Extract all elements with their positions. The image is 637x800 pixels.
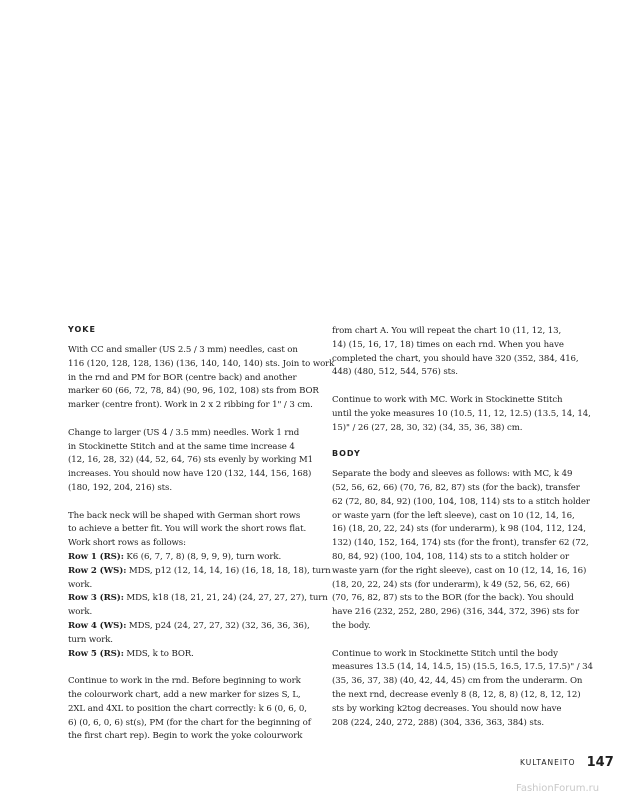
- text-line: 15)" / 26 (27, 28, 30, 32) (34, 35, 36, 38) cm.: [332, 422, 523, 433]
- text-line: completed the chart, you should have 320 (352, 384, 416,: [332, 353, 579, 364]
- short-row-line: [68, 648, 318, 662]
- text-line: 80, 84, 92) (100, 104, 108, 114) sts to a stitch holder or: [332, 551, 569, 562]
- yoke-heading: YOKE: [68, 325, 96, 334]
- text-line: (12, 16, 28, 32) (44, 52, 64, 76) sts evenly by working M1: [68, 455, 313, 466]
- short-row-label: Row 4 (WS):: [68, 620, 127, 631]
- body-paragraph-separate: [332, 468, 590, 634]
- text-line: 208 (224, 240, 272, 288) (304, 336, 363, 384) sts.: [332, 717, 545, 728]
- body-paragraph-continue: [332, 648, 593, 731]
- text-line: 2XL and 4XL to position the chart correctly: k 6 (0, 6, 0,: [68, 703, 307, 714]
- short-row-text: MDS, p12 (12, 14, 14, 16) (16, 18, 18, 18), turn: [126, 565, 331, 576]
- text-line: 448) (480, 512, 544, 576) sts.: [332, 367, 458, 378]
- right-column: [332, 325, 593, 744]
- short-row-label: Row 5 (RS):: [68, 648, 124, 659]
- text-line: Continue to work in Stockinette Stitch until the body: [332, 648, 558, 659]
- text-line: 116 (120, 128, 128, 136) (136, 140, 140, 140) sts. Join to work: [68, 358, 335, 369]
- text-line: to achieve a better fit. You will work the short rows flat.: [68, 524, 307, 535]
- text-line: from chart A. You will repeat the chart 10 (11, 12, 13,: [332, 326, 562, 336]
- text-line: (70, 76, 82, 87) sts to the BOR (for the back). You should: [332, 593, 574, 604]
- text-line: Separate the body and sleeves as follows: with MC, k 49: [332, 469, 573, 480]
- short-row-line: [68, 579, 318, 593]
- left-column: [68, 325, 335, 758]
- page-footer: [520, 752, 614, 771]
- text-line: (180, 192, 204, 216) sts.: [68, 482, 172, 493]
- text-line: increases. You should now have 120 (132, 144, 156, 168): [68, 469, 312, 480]
- text-line: in Stockinette Stitch and at the same time increase 4: [68, 441, 295, 452]
- text-line: (18, 20, 22, 24) sts (for underarm), k 49 (52, 56, 62, 66): [332, 579, 570, 590]
- text-line: The back neck will be shaped with German short rows: [68, 510, 301, 521]
- short-row-line: [68, 592, 328, 606]
- text-line: the next rnd, decrease evenly 8 (8, 12, 8, 8) (12, 8, 12, 12): [332, 689, 581, 700]
- text-line: measures 13.5 (14, 14, 14.5, 15) (15.5, 16.5, 17.5, 17.5)" / 34: [332, 662, 593, 673]
- yoke-paragraph-chart-repeat: [332, 325, 582, 380]
- text-line: or waste yarn (for the left sleeve), cast on 10 (12, 14, 16,: [332, 510, 575, 521]
- text-line: 6) (0, 6, 0, 6) st(s), PM (for the chart for the beginning of: [68, 717, 311, 728]
- short-row-line: [68, 551, 318, 565]
- text-line: 132) (140, 152, 164, 174) sts (for the front), transfer 62 (72,: [332, 538, 589, 549]
- footer-brand: KULTANEITO: [520, 758, 576, 767]
- text-line: 14) (15, 16, 17, 18) times on each rnd. When you have: [332, 339, 564, 350]
- text-line: have 216 (232, 252, 280, 296) (316, 344, 372, 396) sts for: [332, 607, 580, 618]
- text-line: Continue to work in the rnd. Before beginning to work: [68, 676, 301, 687]
- text-line: 16) (18, 20, 22, 24) sts (for underarm), k 98 (104, 112, 124,: [332, 524, 586, 535]
- text-line: the colourwork chart, add a new marker for sizes S, L,: [68, 689, 301, 700]
- text-line: 62 (72, 80, 84, 92) (100, 104, 108, 114) sts to a stitch holder: [332, 496, 590, 507]
- short-row-text: MDS, k18 (18, 21, 21, 24) (24, 27, 27, 27), turn: [123, 593, 328, 604]
- short-row-text: work.: [68, 607, 93, 618]
- short-row-text: K6 (6, 7, 7, 8) (8, 9, 9, 9), turn work.: [123, 551, 282, 562]
- text-line: sts by working k2tog decreases. You should now have: [332, 703, 562, 714]
- watermark: FashionForum.ru: [516, 783, 600, 794]
- text-line: (35, 36, 37, 38) (40, 42, 44, 45) cm from the underarm. On: [332, 676, 583, 687]
- short-row-label: Row 2 (WS):: [68, 565, 127, 576]
- text-line: Change to larger (US 4 / 3.5 mm) needles. Work 1 rnd: [68, 427, 300, 438]
- short-row-line: [68, 634, 318, 648]
- short-rows-list: [68, 551, 331, 661]
- short-row-text: work.: [68, 579, 93, 590]
- text-line: waste yarn (for the right sleeve), cast on 10 (12, 14, 16, 16): [332, 565, 587, 576]
- page-number: 147: [586, 755, 614, 770]
- text-line: until the yoke measures 10 (10.5, 11, 12, 12.5) (13.5, 14, 14,: [332, 408, 591, 419]
- short-row-text: MDS, p24 (24, 27, 27, 32) (32, 36, 36, 36),: [126, 620, 310, 631]
- body-heading: BODY: [332, 449, 361, 459]
- text-line: (52, 56, 62, 66) (70, 76, 82, 87) sts (for the back), transfer: [332, 482, 580, 493]
- short-row-label: Row 1 (RS):: [68, 551, 124, 562]
- text-line: marker 60 (66, 72, 78, 84) (90, 96, 102, 108) sts from BOR: [68, 386, 319, 397]
- yoke-paragraph-increase: [68, 427, 318, 496]
- text-line: Continue to work with MC. Work in Stockinette Stitch: [332, 394, 563, 405]
- short-row-line: [68, 606, 318, 620]
- text-line: the body.: [332, 620, 371, 631]
- yoke-paragraph-continue: [332, 394, 591, 435]
- short-row-line: [68, 620, 318, 634]
- short-row-text: MDS, k to BOR.: [123, 648, 194, 659]
- yoke-paragraph-short-rows: [68, 510, 331, 662]
- short-rows-intro: [68, 510, 318, 551]
- yoke-paragraph-cast-on: [68, 344, 335, 413]
- text-line: the first chart rep). Begin to work the yoke colourwork: [68, 731, 303, 742]
- text-line: in the rnd and PM for BOR (centre back) and another: [68, 372, 297, 383]
- short-row-label: Row 3 (RS):: [68, 593, 124, 604]
- yoke-paragraph-chart-marker: [68, 675, 318, 744]
- text-line: marker (centre front). Work in 2 x 2 ribbing for 1" / 3 cm.: [68, 400, 313, 411]
- short-row-text: turn work.: [68, 634, 113, 645]
- text-line: With CC and smaller (US 2.5 / 3 mm) needles, cast on: [68, 345, 298, 355]
- short-row-line: [68, 565, 331, 579]
- text-line: Work short rows as follows:: [68, 538, 186, 549]
